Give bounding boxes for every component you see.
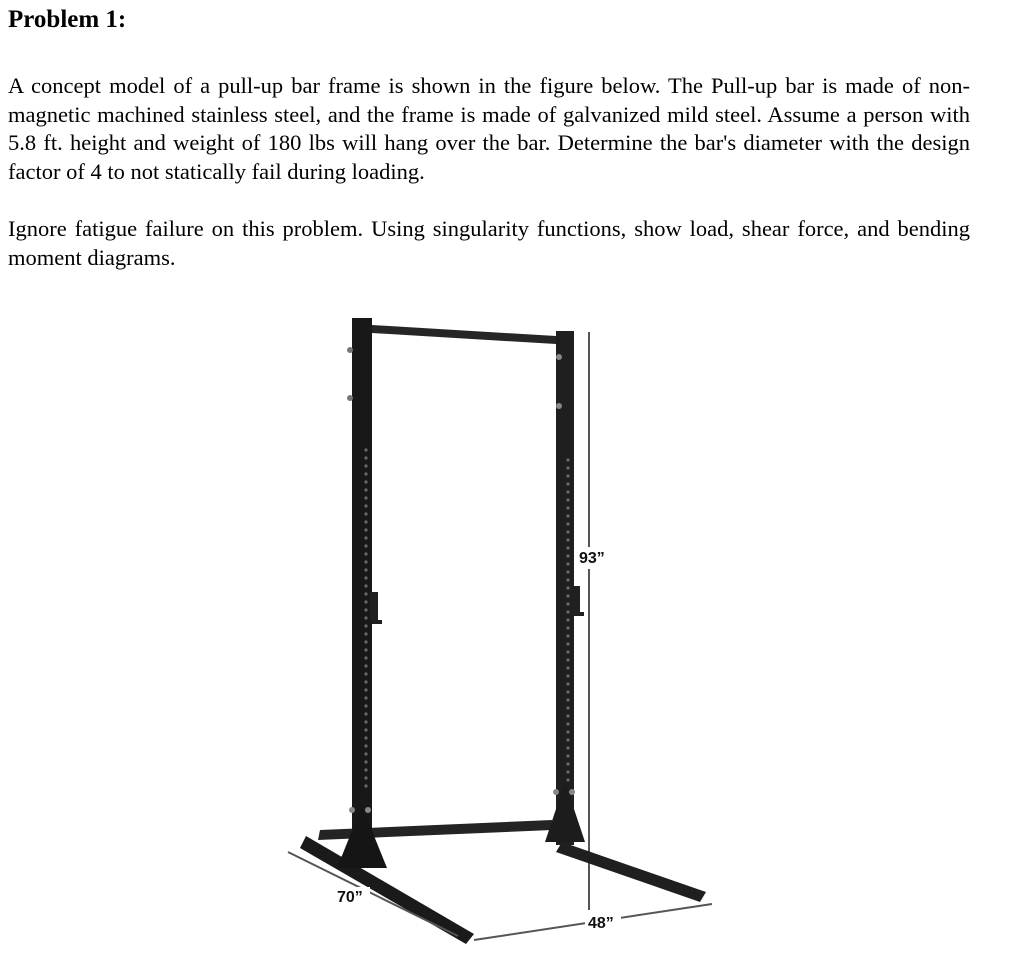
problem-heading: Problem 1: [8,6,127,33]
rear-upright-hole [566,706,569,709]
front-upright-hole [364,464,367,467]
front-upright-hole [364,672,367,675]
front-upright-hole [364,600,367,603]
rear-upright-hole [566,666,569,669]
front-upright-hole [364,608,367,611]
rear-upright-hole [566,466,569,469]
rear-upright-hole [566,522,569,525]
front-upright-hole [364,560,367,563]
rear-j-hook [572,586,580,614]
front-upright-hole [364,680,367,683]
front-upright-hole [364,512,367,515]
rear-upright-hole [566,738,569,741]
rear-upright-hole [566,538,569,541]
rear-upright-hole [566,650,569,653]
rear-base-foot [556,842,706,902]
depth-dimension-label: 70” [337,889,363,906]
rear-upright-hole [566,570,569,573]
rear-upright-hole [566,490,569,493]
rear-upright-hole [566,682,569,685]
front-upright-hole [364,784,367,787]
width-dimension-label: 48” [588,915,614,932]
rear-upright-hole [566,586,569,589]
rear-upright-hole [566,610,569,613]
front-upright-hole [364,480,367,483]
rear-upright-hole [566,746,569,749]
front-upright-hole [364,736,367,739]
front-j-hook [370,592,378,622]
front-upright-hole [364,528,367,531]
rear-upright-hole [566,658,569,661]
pull-up-frame-figure [0,300,1024,958]
front-upright-hole [364,640,367,643]
rear-upright-hole [566,594,569,597]
rear-upright-hole [566,754,569,757]
front-upright-hole [364,536,367,539]
front-upright-hole [364,592,367,595]
rear-upright-hole [566,546,569,549]
rear-upright-hole [566,514,569,517]
front-upright-hole [364,472,367,475]
front-upright-hole [364,496,367,499]
rear-upright-hole [566,626,569,629]
front-upright-hole [364,664,367,667]
rear-upright-hole [566,714,569,717]
front-upright-hole [364,744,367,747]
front-upright-hole [364,648,367,651]
front-upright-hole [364,576,367,579]
problem-paragraph-1: A concept model of a pull-up bar frame is shown in the figure below. The Pull-up bar is made of non-magnetic machined stainless steel, and the frame is made of galvanized mild steel. Assume a person with 5.8 ft. height and weight of 180 lbs will hang over the bar. Determine the bar's diameter with the design factor of 4 to not statically fail during loading. [8,73,970,184]
front-upright-hole [364,728,367,731]
pull-up-frame-drawing [0,300,1024,958]
rear-upright-hole [566,642,569,645]
front-upright-hole [364,656,367,659]
front-upright-hole [364,760,367,763]
front-upright [352,318,372,848]
rear-upright-hole [566,730,569,733]
rear-upright-hole [566,722,569,725]
front-upright-hole [364,456,367,459]
height-dimension-label: 93” [579,550,605,567]
rear-upright-hole [566,602,569,605]
rear-upright-hole [566,562,569,565]
front-upright-hole [364,752,367,755]
front-upright-hole [364,712,367,715]
rear-upright-hole [566,554,569,557]
front-upright-hole [364,688,367,691]
front-upright-hole [364,696,367,699]
front-base-foot [300,836,474,944]
front-upright-hole [364,488,367,491]
front-upright-hole [364,568,367,571]
front-upright-hole [364,584,367,587]
front-upright-hole [364,776,367,779]
front-upright-hole [364,616,367,619]
front-upright-hole [364,632,367,635]
front-upright-hole [364,544,367,547]
front-upright-hole [364,504,367,507]
front-upright-hole [364,552,367,555]
rear-upright-hole [566,674,569,677]
problem-paragraph-2: Ignore fatigue failure on this problem. Using singularity functions, show load, shear force, and bending moment diagrams. [8,216,970,270]
front-upright-hole [364,520,367,523]
front-upright-hole [364,720,367,723]
rear-upright-hole [566,698,569,701]
rear-upright-hole [566,482,569,485]
front-upright-hole [364,624,367,627]
rear-upright-hole [566,618,569,621]
rear-upright-hole [566,634,569,637]
rear-upright-hole [566,474,569,477]
rear-gusset [545,782,585,842]
pull-up-bar [372,325,556,344]
rear-upright-hole [566,506,569,509]
front-upright-hole [364,448,367,451]
front-upright-hole [364,768,367,771]
front-upright-hole [364,704,367,707]
rear-upright-hole [566,778,569,781]
rear-upright-hole [566,770,569,773]
rear-upright-hole [566,498,569,501]
rear-upright-hole [566,458,569,461]
rear-upright-hole [566,530,569,533]
rear-upright-hole [566,762,569,765]
rear-upright-hole [566,578,569,581]
rear-upright-hole [566,690,569,693]
